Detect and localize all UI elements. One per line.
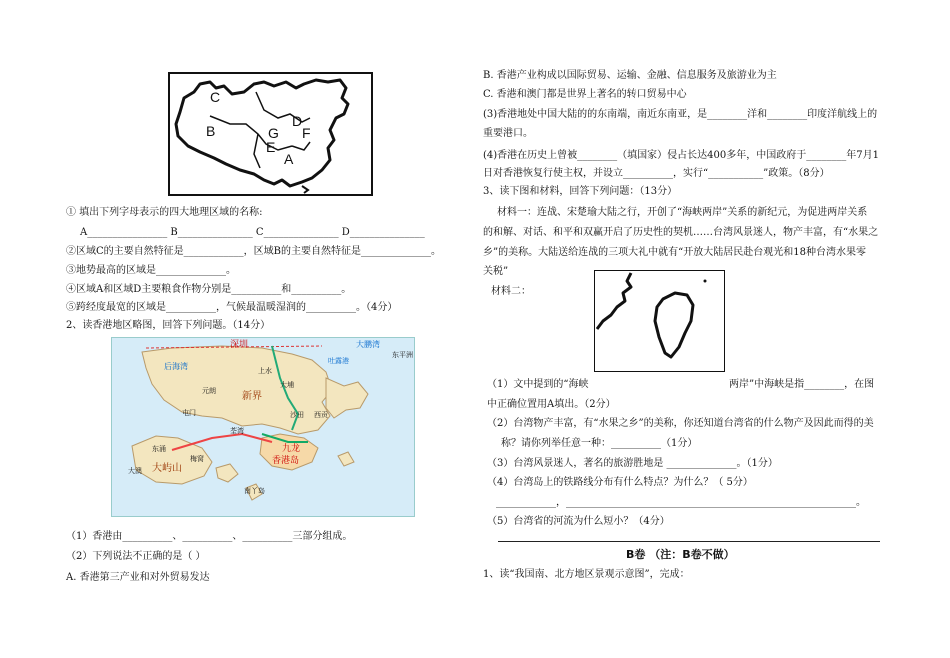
- q2-option-c: C. 香港和澳门都是世界上著名的转口贸易中心: [483, 89, 687, 100]
- hk-label-new-territories: 新界: [242, 391, 262, 402]
- q2-part-2: （2）下列说法不正确的是（ ）: [66, 551, 206, 562]
- hk-label-lantau-island: 大屿山: [152, 463, 182, 474]
- hk-label-shenzhen: 深圳: [230, 340, 249, 350]
- hk-label-sha-tin: 沙田: [290, 411, 304, 419]
- q1-item-3: ③地势最高的区域是______________。: [66, 265, 236, 276]
- q2-part-1: （1）香港由__________、__________、__________三部分组成。: [66, 531, 353, 542]
- q2-part-3-line-2: 重要港口。: [483, 128, 533, 139]
- q2-part-4-line-2: 日对香港恢复行使主权，并设立__________，实行“___________”政策。（8分）: [483, 168, 830, 179]
- taiwan-strait-map: [594, 270, 725, 372]
- map-label-e: E: [266, 139, 276, 155]
- q2-part-4-line-1: (4)香港在历史上曾被________（填国家）侵占长达400多年，中国政府于________年7月1: [483, 150, 879, 161]
- hong-kong-map: [111, 337, 415, 517]
- hk-label-tuen-mun: 屯门: [182, 409, 196, 417]
- material-one-line-4: 关税”: [483, 266, 509, 277]
- q1-intro: ① 填出下列字母表示的四大地理区域的名称:: [66, 207, 263, 218]
- hk-label-yuen-long: 元朗: [202, 387, 216, 395]
- hk-label-lamma-island: 南丫岛: [244, 487, 265, 495]
- q2-option-a: A. 香港第三产业和对外贸易发达: [66, 572, 210, 583]
- map-label-f: F: [302, 125, 311, 141]
- q2-option-b: B. 香港产业构成以国际贸易、运输、金融、信息服务及旅游业为主: [483, 70, 777, 81]
- paper-b-q1: 1、读“我国南、北方地区景观示意图”，完成：: [483, 569, 690, 580]
- q1-item-2: ②区域C的主要自然特征是____________，区域B的主要自然特征是______________。: [66, 246, 441, 257]
- sub-q1-line-1-left: （1）文中提到的“海峡: [487, 379, 589, 390]
- sub-q3: （3）台湾风景迷人，著名的旅游胜地是 ______________。（1分）: [487, 458, 778, 469]
- hk-label-tai-o: 大澳: [128, 467, 142, 475]
- q2-part-3-line-1: (3)香港地处中国大陆的的东南端，南近东南亚，是________洋和________印度洋航线上的: [483, 109, 878, 120]
- material-two-label: 材料二：: [491, 286, 531, 297]
- sub-q4: （4）台湾岛上的铁路线分布有什么特点？为什么？（ 5分）: [487, 477, 753, 488]
- hk-label-sai-kung: 西贡: [314, 411, 328, 419]
- map-label-d: D: [292, 113, 303, 129]
- hk-label-tai-po: 大埔: [280, 381, 294, 389]
- q1-item-5: ⑤跨经度最宽的区域是__________，气候最温暖湿润的__________。（4分）: [66, 302, 398, 313]
- hk-label-tolo-harbour: 吐露港: [328, 357, 349, 365]
- hk-label-mui-wo: 梅窝: [190, 455, 204, 463]
- hk-label-tung-chung: 东涌: [152, 445, 166, 453]
- hk-label-mirs-bay: 大鹏湾: [356, 340, 380, 349]
- hk-label-tsuen-wan: 荃湾: [230, 427, 244, 435]
- q3-title: 3、读下图和材料，回答下列问题：（13分）: [483, 186, 678, 197]
- q1-blanks: A________________ B_______________ C_______________ D_______________: [80, 227, 425, 238]
- map-label-b: B: [206, 123, 216, 139]
- sub-q4-answer-line: ____________，__________________________________________________________。: [496, 497, 866, 508]
- sub-q2-line-1: （2）台湾物产丰富，有“水果之乡”的美称，你还知道台湾省的什么物产及因此而得的美: [487, 418, 874, 429]
- taiwan-outline-drawing: [595, 271, 724, 371]
- sub-q1-line-1-right: 两岸”中海峡是指________，在图: [729, 379, 875, 390]
- hk-label-deep-bay: 后海湾: [164, 362, 188, 371]
- china-regions-map: [168, 72, 373, 196]
- sub-q2-line-2: 称？请你列举任意一种：__________（1分）: [501, 438, 698, 449]
- map-label-g: G: [268, 125, 279, 141]
- hk-label-kowloon: 九龙: [282, 444, 301, 454]
- sub-q5: （5）台湾省的河流为什么短小？（4分）: [487, 516, 670, 527]
- map-label-a: A: [284, 151, 294, 167]
- map-label-c: C: [210, 89, 221, 105]
- paper-b-title: B卷 （注：B卷不做）: [626, 548, 735, 561]
- hk-label-tung-ping-chau: 东平洲: [392, 351, 413, 359]
- q2-title: 2、读香港地区略图，回答下列问题。（14分）: [66, 320, 271, 331]
- material-one-line-1: 材料一：连战、宋楚瑜大陆之行，开创了“海峡两岸”关系的新纪元，为促进两岸关系: [497, 207, 868, 218]
- hk-label-sheung-shui: 上水: [258, 367, 272, 375]
- sub-q1-line-2: 中正确位置用A填出。（2分）: [487, 399, 616, 410]
- sub-q5-answer-rule: [498, 541, 880, 542]
- hk-label-hong-kong-island: 香港岛: [272, 456, 300, 466]
- q1-item-4: ④区域A和区域D主要粮食作物分别是__________和__________。: [66, 284, 352, 295]
- material-one-line-3: 乡”的美称。大陆送给连战的三项大礼中就有“开放大陆居民赴台观光和18种台湾水果零: [483, 247, 866, 258]
- material-one-line-2: 的和解、对话、和平和双赢开启了历史性的契机……台湾风景迷人，物产丰富，有“水果之: [483, 227, 879, 238]
